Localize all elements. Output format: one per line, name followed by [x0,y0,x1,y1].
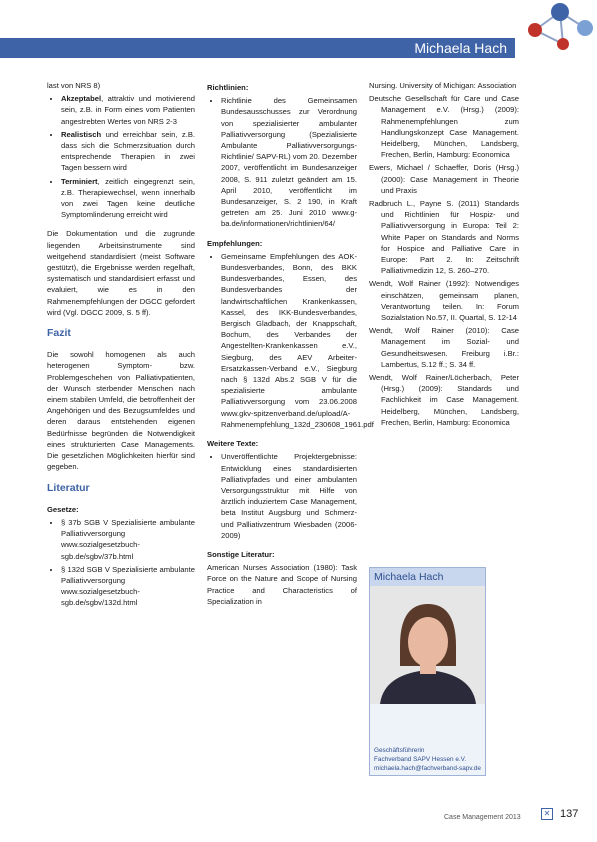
profile-role: Geschäftsführerin [374,747,425,754]
header-author-name: Michaela Hach [414,40,507,56]
reference-entry: Wendt, Wolf Rainer/Löcherbach, Peter (Hrsg.) (2009): Standards und Fachlichkeit im Case Management. Heidelberg, München, Landsberg, Frechen, Berlin, Hamburg: Economica [369,373,519,427]
footer-journal: Case Management 2013 [444,814,521,821]
profile-contact [374,746,484,773]
richtlinien-label: Richtlinien: [207,83,249,92]
molecule-logo-icon [515,0,597,60]
fazit-heading: Fazit [47,327,71,340]
weitere-texte-list [207,451,357,541]
richtlinien-list [207,95,357,229]
journal-logo-icon: ✕ [541,808,553,820]
list-item: • § 132d SGB V Spezialisierte ambulante Palliativversorgung www.sozialgesetzbuch-sgb.de/sgbv/132d.html [61,564,195,609]
bullet-text: , zeitlich eingegrenzt sein, z.B. Therapiewechsel, wenn innerhalb von zwei Tagen keine deutliche Symptomlinderung erreicht wird [61,176,195,220]
empfehlungen-list [207,251,374,430]
empfehlungen-label: Empfehlungen: [207,238,263,248]
bullet-term: Akzeptabel [61,94,102,104]
gesetze-list [47,517,195,609]
reference-entry: Radbruch L., Payne S. (2011) Standards und Richtlinien für Hospiz- und Palliativversorgung in Europa: Teil 2: White Paper on Standards and Norms for Hospice and Palliative Care in Europe: Part 2. In: Zeitschrift Palliativmedizin 12, S. 260–270. [369,199,519,276]
page-number: 137 [560,808,579,820]
reference-entry: Nursing. University of Michigan: Association [369,81,517,90]
list-item [61,93,195,127]
list-item: • Unveröffentlichte Projektergebnisse: Entwicklung eines standardisierten Palliativpfades und einer ambulanten Versorgungsstruktur mit Hilfe von ärztlich induziertem Case Management, beta Institut Augsburg und Schmerz- und Palliativzentrum Wiesbaden (2006-2009) [221,451,357,541]
bullet-term: Realistisch [61,129,102,139]
list-item: • Gemeinsame Empfehlungen des AOK-Bundesverbandes, Bonn, des BKK Bundesverbandes, Essen, des Bundesverbandes der landwirtschaftlichen Krankenkassen, Kassel, des IKK-Bundesverbandes, Bergisch Gladbach, der Knappschaft, Bochum, des Verbandes der Angestellten-Krankenkassen e.V., Siegburg, des AEV Arbeiter-Ersatzkassen-Verband e.V., Siegburg nach § 132d Abs.2 SGB V für die spezialisierte ambulante Palliativversorgung vom 23.06.2008 www.gkv-spitzenverband.de/upload/A-Rahmenempfehlung_132d_230608_1961.pdf [221,251,357,430]
reference-entry: Deutsche Gesellschaft für Care und Case Management e.V. (Hrsg.) (2009): Rahmenempfehlungen zum Handlungskonzept Case Management. Heidelberg, München, Landsberg, Frechen, Berlin, Hamburg: Economica [369,94,519,160]
intro-text: last von NRS 8) [47,81,101,90]
author-photo [370,586,485,704]
profile-email[interactable]: michaela.hach@fachverband-sapv.de [374,765,481,772]
fazit-paragraph: Die sowohl homogenen als auch heterogenen Symptom- bzw. Problemgeschehen von Palliativpatienten, der Wunsch sterbender Menschen nach einem stabilen Umfeld, die betroffenheit der Angehörigen und des Bezugsumfeldes und deren daraus entstehenden eigenen Bedürfnisse begründen die Notwendigkeit eines strukturierten Case Managements. Die gesetzlichen Möglichkeiten hierfür sind gegeben. [47,350,195,472]
weitere-texte-label: Weitere Texte: [207,439,259,449]
gesetze-label: Gesetze: [47,504,79,514]
list-item [61,176,195,221]
header-bar [0,38,515,58]
list-item: • § 37b SGB V Spezialisierte ambulante Palliativversorgung www.sozialgesetzbuch-sgb.de/sgbv/37b.html [61,517,195,562]
literatur-heading: Literatur [47,481,90,494]
profile-organization: Fachverband SAPV Hessen e.V. [374,756,467,763]
column-1 [47,80,195,617]
bullet-term: Terminiert [61,176,98,186]
author-profile-box [369,567,486,776]
list-item: • Richtlinie des Gemeinsamen Bundesausschusses zur Verordnung von spezialisierter ambulanter Palliativversorgung (Spezialisierte Ambulante Palliativversorgungs-Richtlinie/ SAPV-RL) vom 20. Dezember 2007, veröffentlicht im Bundesanzeiger 2008, S. 911 zuletzt geändert am 15. April 2010, veröffentlicht im Bundesanzeiger, S. 2 190, in Kraft getreten am 25. Juni 2010 www.g-ba.de/informationen/richtlinien/64/ [221,95,357,229]
documentation-paragraph: Die Dokumentation und die zugrunde liegenden Arbeitsinstrumente sind weitgehend standardisiert (meist Software gestützt), die Ergebnisse werden regelhaft, systematisch und standardisiert erfasst und evaluiert, wie es in den Rahmenempfehlungen der DGCC gefordert wird (Vgl. DGCC 2009, S. 5 ff). [47,229,195,317]
column-2 [207,80,374,617]
sonstige-literatur-text: American Nurses Association (1980): Task Force on the Nature and Scope of Nursing Practice and Characteristics of Specialization in [207,563,357,606]
column-3 [369,80,519,430]
list-item [61,129,195,174]
profile-name: Michaela Hach [370,568,485,586]
reference-entry: Wendt, Wolf Rainer (1992): Notwendiges einschätzen, gemeinsam planen, Verantwortung teilen. In: Forum Sozialstation No.57, II. Quartal, S. 12-14 [369,279,519,323]
reference-entry: Ewers, Michael / Schaeffer, Doris (Hrsg.) (2000): Case Management in Theorie und Praxis [369,163,519,195]
reference-entry: Wendt, Wolf Rainer (2010): Case Management im Sozial- und Gesundheitswesen. Freiburg i.Br.: Lambertus, S.12 ff.; S. 34 ff. [369,326,519,369]
smart-criteria-list [47,93,195,220]
sonstige-literatur-label: Sonstige Literatur: [207,549,275,559]
bullet-text: und erreichbar sein, z.B. dass sich die Schmerzsituation durch entsprechende Therapien in zwei Tagen bessern wird [61,129,195,173]
bullet-text: , attraktiv und motivierend sein, z.B. in Form eines vom Patienten angestrebten Wertes von NRS 2-3 [61,94,195,126]
